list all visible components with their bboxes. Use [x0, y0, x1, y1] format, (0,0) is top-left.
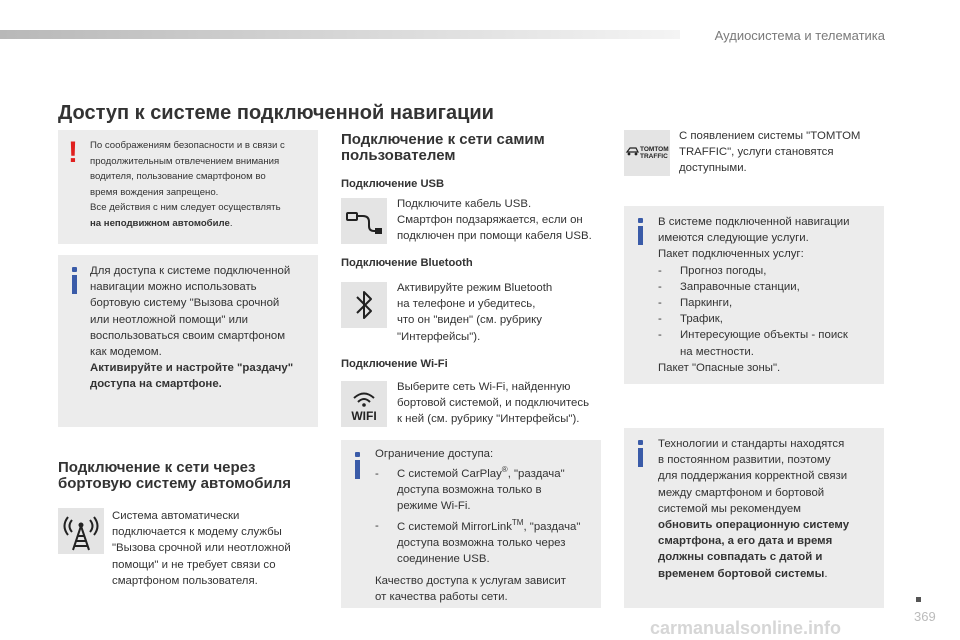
list-item: - С системой MirrorLink™, "раздача" [375, 517, 581, 533]
text-line: TRAFFIC", услуги становятся [679, 146, 834, 159]
text-line: имеются следующие услуги. [658, 232, 809, 245]
page-number: 369 [914, 609, 936, 624]
text-line: Выберите сеть Wi-Fi, найденную [397, 381, 571, 393]
text-line: как модемом. [90, 346, 162, 359]
text-line: для поддержания корректной связи [658, 470, 848, 483]
item-text: С системой MirrorLink [397, 520, 512, 533]
text-line: Ограничение доступа: [375, 448, 494, 460]
bold-text: на неподвижном автомобиле [90, 217, 230, 229]
item-text: Интересующие объекты - поиск [680, 329, 848, 342]
text-line: режиме Wi-Fi. [397, 500, 471, 513]
text-line: "Интерфейсы"). [397, 330, 481, 343]
vehicle-text [112, 508, 291, 589]
title-line: бортовую систему автомобиля [58, 475, 291, 492]
text-line: Активируйте режим Bluetooth [397, 282, 553, 294]
antenna-icon [58, 508, 104, 554]
bold-text: доступа на смартфоне. [90, 378, 222, 391]
text-line: Все действия с ним следует осуществлять [90, 202, 281, 214]
title-line: Подключение к сети самим [341, 131, 545, 148]
page-marker [916, 597, 921, 602]
text-line: навигации можно использовать [90, 281, 257, 294]
registered-mark: ® [501, 465, 508, 475]
item-text: Прогноз погоды, [680, 264, 767, 277]
usb-cable-icon [341, 198, 387, 244]
text-line: или неотложной помощи" или [90, 313, 248, 326]
logo-text: TOMTOM [640, 146, 669, 153]
wifi-text [397, 379, 589, 428]
text-line: на местности. [680, 345, 754, 358]
info-services-text [658, 214, 849, 376]
warning-text [90, 138, 285, 232]
bluetooth-title: Подключение Bluetooth [341, 257, 473, 269]
bluetooth-text [397, 280, 552, 345]
text-line: от качества работы сети. [375, 591, 508, 604]
text-line: соединение USB. [397, 552, 490, 565]
info-tech-text [658, 436, 849, 582]
text-line: Смартфон подзаряжается, если он [397, 214, 583, 227]
tomtom-traffic-icon [624, 130, 670, 176]
list-item: - Трафик, [658, 313, 723, 326]
text-line: Пакет подключенных услуг: [658, 248, 804, 261]
header-gradient-bar [0, 30, 680, 39]
text-line: бортовой системой, и подключитесь [397, 397, 590, 410]
text-line: помощи" и не требует связи со [112, 558, 276, 571]
watermark: carmanualsonline.info [650, 618, 842, 638]
wifi-icon-label: WIFI [351, 409, 377, 423]
bold-text: Активируйте и настройте "раздачу" [90, 362, 294, 375]
text-line: системой мы рекомендуем [658, 502, 802, 515]
info-box-limits [341, 440, 601, 608]
trademark-mark: TM [511, 517, 524, 527]
bold-text: временем бортовой системы [658, 567, 825, 580]
text-line: в постоянном развитии, поэтому [658, 454, 831, 467]
info-limits-text [375, 446, 580, 605]
bold-text: смартфона, а его дата и время [658, 535, 833, 548]
info-modem-text [90, 263, 293, 393]
text-line: время вождения запрещено. [90, 186, 219, 198]
list-item: - Заправочные станции, [658, 280, 800, 293]
info-box-tech [624, 428, 884, 608]
text-line: По соображениям безопасности и в связи с [90, 140, 285, 151]
text-line: между смартфоном и бортовой [658, 486, 825, 499]
page-title: Доступ к системе подключенной навигации [58, 102, 494, 124]
text-line [658, 566, 849, 582]
text-line: воспользоваться своим смартфоном [90, 329, 286, 342]
item-text: Заправочные станции, [680, 280, 800, 293]
info-box-services [624, 206, 884, 384]
text-line: С появлением системы "TOMTOM [679, 130, 861, 142]
punctuation: . [824, 567, 828, 580]
punctuation: . [229, 217, 233, 229]
text-line: подключен при помощи кабеля USB. [397, 230, 592, 243]
text-line: что он "виден" (см. рубрику [397, 314, 542, 327]
warning-box [58, 130, 318, 244]
text-line: водителя, пользование смартфоном во [90, 171, 266, 183]
text-line: доступными. [679, 162, 747, 175]
item-text: Трафик, [680, 313, 723, 326]
item-text: , "раздача" [507, 468, 565, 480]
bold-text: обновить операционную систему [658, 519, 850, 532]
list-item: - Прогноз погоды, [658, 264, 767, 277]
text-line: на телефоне и убедитесь, [397, 298, 536, 311]
text-line: Пакет "Опасные зоны". [658, 361, 781, 374]
list-item: - Паркинги, [658, 297, 733, 310]
text-line: Подключите кабель USB. [397, 198, 532, 210]
text-line: "Вызова срочной или неотложной [112, 542, 291, 555]
list-item: - С системой CarPlay®, "раздача" [375, 465, 565, 480]
text-line: продолжительным отвлечением внимания [90, 155, 280, 167]
bluetooth-icon [341, 282, 387, 328]
text-line: подключается к модему службы [112, 526, 282, 539]
text-line [90, 216, 285, 232]
tomtom-text [679, 128, 860, 177]
item-text: Паркинги, [680, 297, 733, 310]
text-line: Качество доступа к услугам зависит [375, 575, 566, 588]
text-line: Система автоматически [112, 510, 240, 522]
text-line: бортовую систему "Вызова срочной [90, 297, 280, 310]
wifi-title: Подключение Wi-Fi [341, 358, 448, 370]
usb-text [397, 196, 592, 245]
bold-text: должны совпадать с датой и [658, 551, 823, 564]
list-item: - Интересующие объекты - поиск [658, 329, 848, 342]
text-line: к ней (см. рубрику "Интерфейсы"). [397, 413, 580, 426]
exclamation-icon: ! [68, 136, 78, 169]
item-text: С системой CarPlay [397, 468, 502, 480]
header-title: Аудиосистема и телематика [714, 28, 885, 43]
text-line: Технологии и стандарты находятся [658, 438, 845, 450]
text-line: смартфоном пользователя. [112, 574, 258, 587]
logo-text: TRAFFIC [640, 153, 668, 160]
wifi-icon [341, 381, 387, 427]
text-line: Для доступа к системе подключенной [90, 265, 291, 277]
title-line: Подключение к сети через [58, 459, 256, 476]
usb-title: Подключение USB [341, 178, 445, 190]
section-title-user [341, 132, 545, 164]
text-line: В системе подключенной навигации [658, 216, 850, 228]
title-line: пользователем [341, 147, 456, 164]
item-text: , "раздача" [523, 520, 581, 533]
text-line: доступа возможна только в [397, 484, 542, 497]
text-line: доступа возможна только через [397, 536, 566, 549]
section-title-vehicle [58, 460, 291, 492]
info-box-modem [58, 255, 318, 427]
